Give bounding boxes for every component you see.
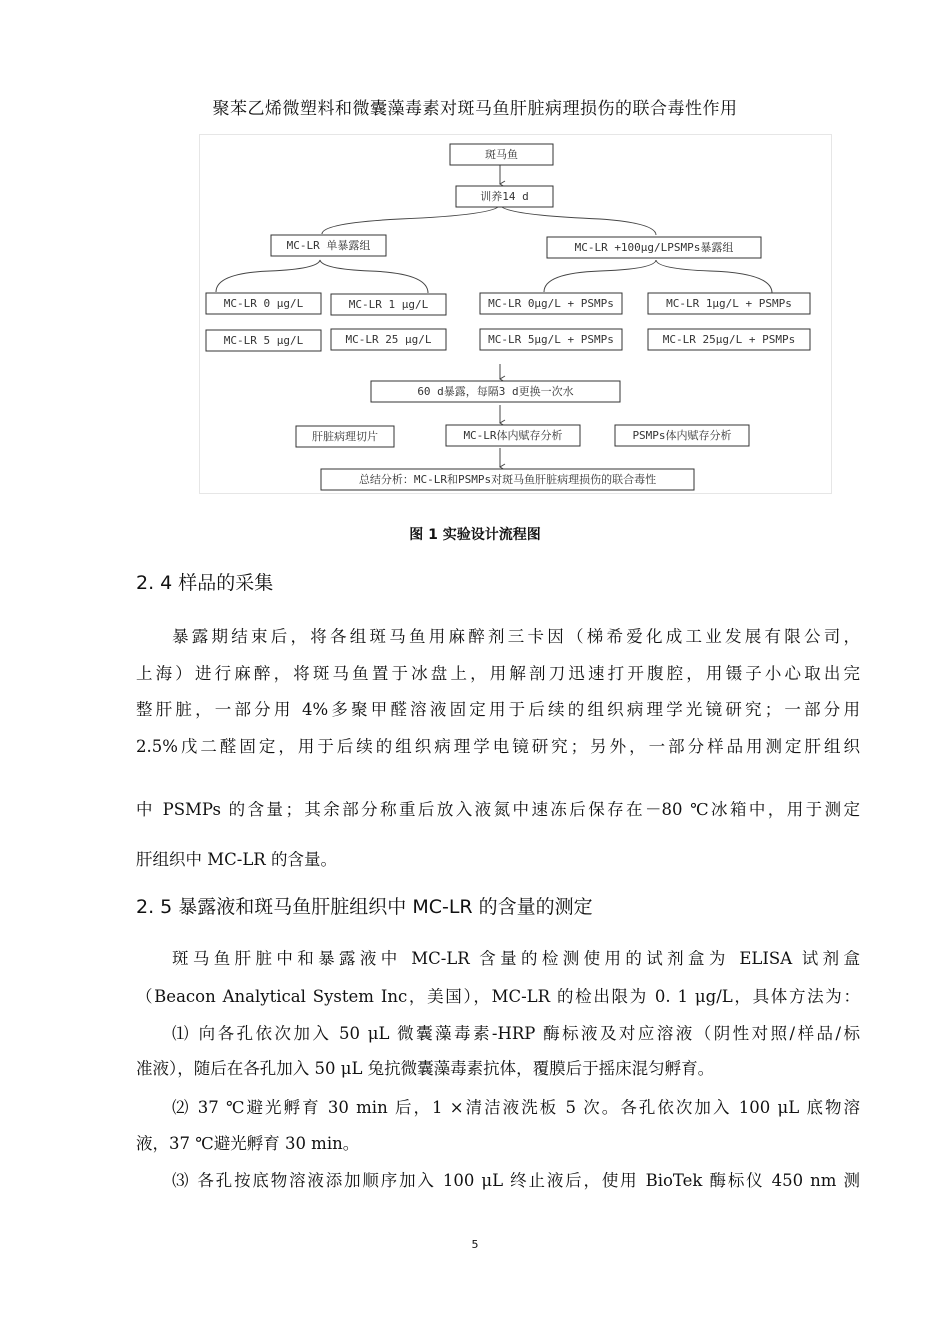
paragraph-line: 整肝脏，一部分用 4%多聚甲醛溶液固定用于后续的组织病理学光镜研究；一部分用	[136, 700, 860, 719]
node-c5: MC-LR 5μg/L + PSMPs	[488, 333, 614, 346]
node-s5: MC-LR 5 μg/L	[223, 334, 304, 347]
brace-single	[216, 260, 428, 293]
node-group-single: MC-LR 单暴露组	[286, 239, 371, 252]
node-histology: 肝脏病理切片	[312, 430, 378, 443]
section-heading-2-5: 2. 5 暴露液和斑马鱼肝脏组织中 MC-LR 的含量的测定	[136, 896, 593, 918]
node-c25: MC-LR 25μg/L + PSMPs	[662, 333, 796, 346]
node-s25: MC-LR 25 μg/L	[345, 333, 432, 346]
node-acclimate: 训养14 d	[480, 190, 529, 203]
paragraph-line: 肝组织中 MC-LR 的含量。	[136, 850, 337, 869]
node-mclr-burden: MC-LR体内赋存分析	[463, 429, 563, 442]
paragraph-line: ⑴ 向各孔依次加入 50 μL 微囊藻毒素-HRP 酶标液及对应溶液（阴性对照/样品/标	[172, 1024, 860, 1043]
node-s0: MC-LR 0 μg/L	[223, 297, 304, 310]
node-exposure: 60 d暴露，每隔3 d更换一次水	[417, 385, 574, 398]
node-psmps-burden: PSMPs体内赋存分析	[632, 429, 732, 442]
section-heading-2-4: 2. 4 样品的采集	[136, 572, 274, 594]
paragraph-line: 中 PSMPs 的含量；其余部分称重后放入液氮中速冻后保存在－80 ℃冰箱中，用于测定	[136, 800, 860, 819]
paragraph-line: （Beacon Analytical System Inc，美国），MC-LR 的检出限为 0. 1 μg/L，具体方法为：	[136, 987, 860, 1006]
node-fish: 斑马鱼	[485, 148, 518, 161]
paragraph-line: 上海）进行麻醉，将斑马鱼置于冰盘上，用解剖刀迅速打开腹腔，用镊子小心取出完	[136, 664, 860, 683]
node-c1: MC-LR 1μg/L + PSMPs	[666, 297, 792, 310]
node-summary: 总结分析：MC-LR和PSMPs对斑马鱼肝脏病理损伤的联合毒性	[358, 473, 657, 486]
node-c0: MC-LR 0μg/L + PSMPs	[488, 297, 614, 310]
paragraph-line: ⑶ 各孔按底物溶液添加顺序加入 100 μL 终止液后，使用 BioTek 酶标仪 450 nm 测	[172, 1171, 860, 1190]
paragraph-line: 2.5%戊二醛固定，用于后续的组织病理学电镜研究；另外，一部分样品用测定肝组织	[136, 737, 860, 756]
brace-combined	[544, 260, 772, 293]
experiment-flowchart	[199, 134, 832, 494]
node-s1: MC-LR 1 μg/L	[348, 298, 429, 311]
paragraph-line: 暴露期结束后，将各组斑马鱼用麻醉剂三卡因（梯希爱化成工业发展有限公司，	[172, 627, 860, 646]
figure-caption: 图 1 实验设计流程图	[409, 527, 541, 543]
running-header-title: 聚苯乙烯微塑料和微囊藻毒素对斑马鱼肝脏病理损伤的联合毒性作用	[212, 99, 738, 119]
paragraph-line: ⑵ 37 ℃避光孵育 30 min 后，1 ×清洁液洗板 5 次。各孔依次加入 100 μL 底物溶	[172, 1098, 860, 1117]
flowchart-svg	[200, 135, 831, 493]
node-group-combined: MC-LR +100μg/LPSMPs暴露组	[574, 241, 734, 254]
page-number: 5	[471, 1238, 479, 1251]
brace-groups	[322, 205, 656, 235]
paragraph-line: 准液），随后在各孔加入 50 μL 兔抗微囊藻毒素抗体，覆膜后于摇床混匀孵育。	[136, 1059, 715, 1078]
paragraph-line: 液，37 ℃避光孵育 30 min。	[136, 1134, 360, 1153]
paragraph-line: 斑马鱼肝脏中和暴露液中 MC-LR 含量的检测使用的试剂盒为 ELISA 试剂盒	[172, 949, 860, 968]
